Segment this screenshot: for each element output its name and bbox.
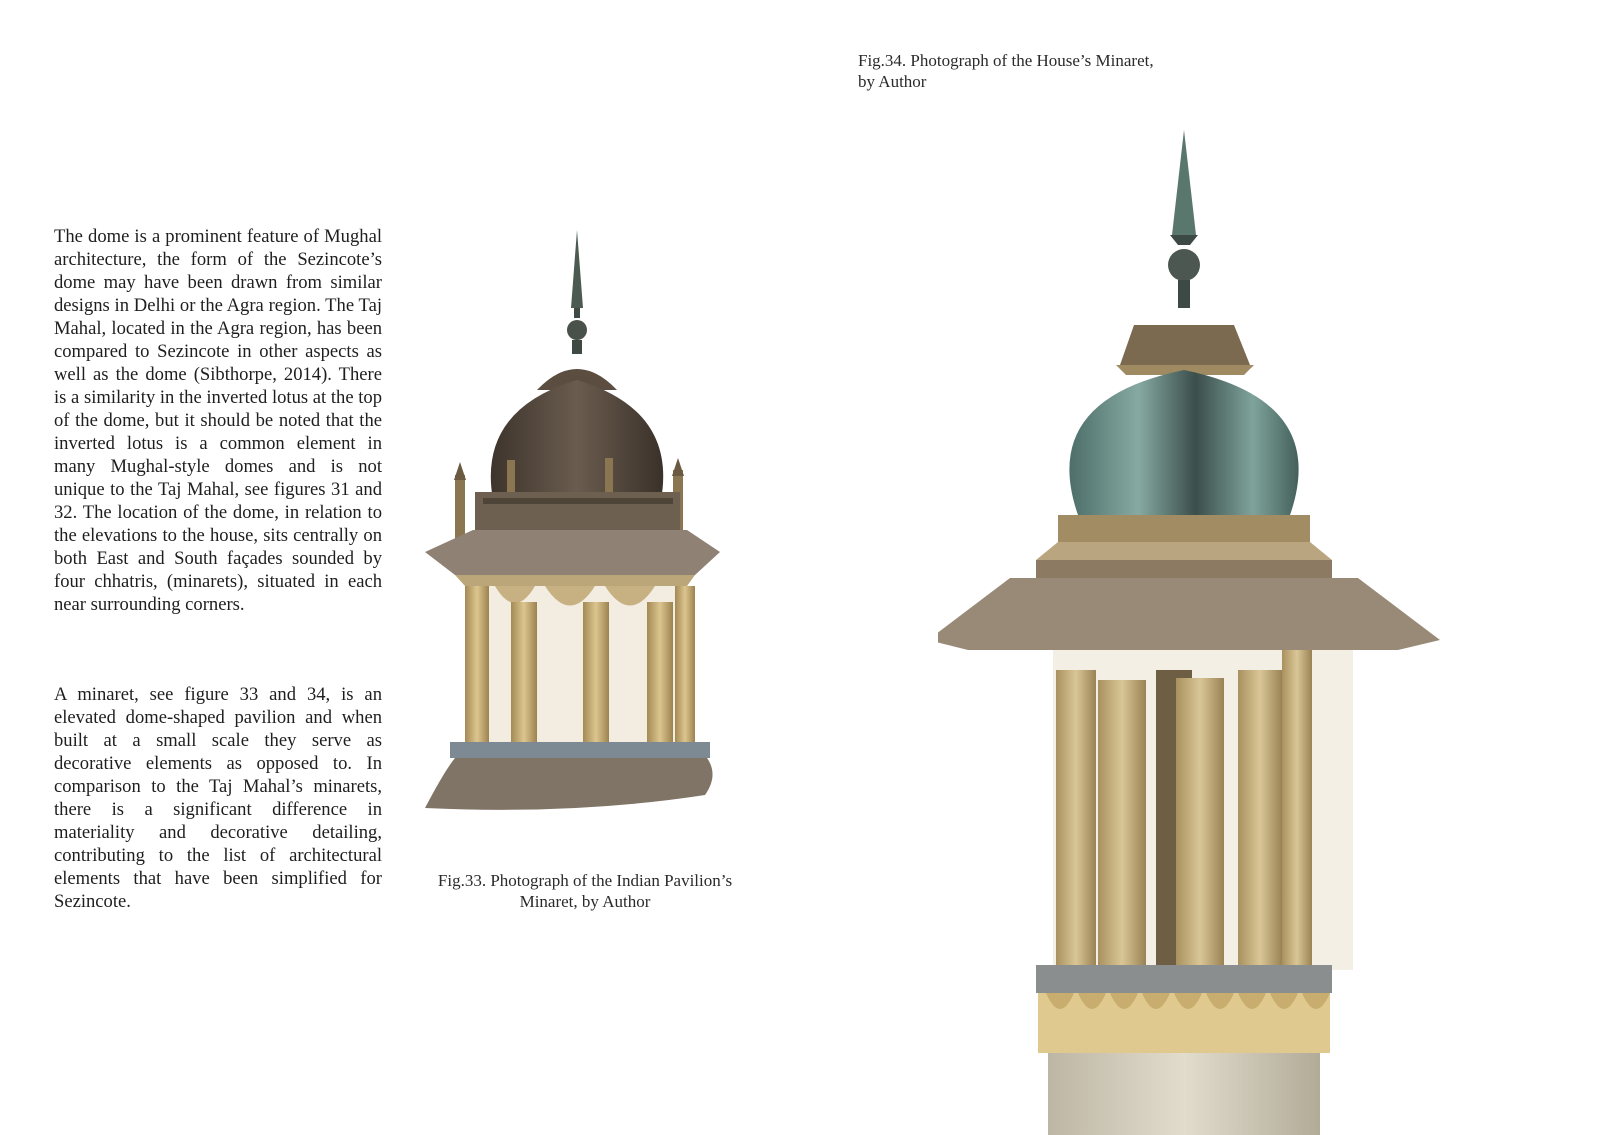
figure-34-caption-line1: Fig.34. Photograph of the House’s Minaret, bbox=[858, 51, 1154, 70]
figure-33-caption-line2: Minaret, by Author bbox=[519, 892, 651, 911]
figure-33-caption bbox=[412, 870, 758, 912]
body-paragraph-dome: The dome is a prominent feature of Mughal architecture, the form of the Sezincote’s dome may have been drawn from similar designs in Delhi or the Agra region. The Taj Mahal, located in the Agra region, has been compared to Sezincote in other aspects as well as the dome (Sibthorpe, 2014). There is a similarity in the inverted lotus at the top of the dome, but it should be noted that the inverted lotus is a common element in many Mughal-style domes and is not unique to the Taj Mahal, see figures 31 and 32. The location of the dome, in relation to the elevations to the house, sits centrally on both East and South façades sounded by four chhatris, (minarets), situated in each near surrounding corners. bbox=[54, 226, 382, 615]
figure-33-photo bbox=[425, 230, 735, 830]
figure-34-caption-line2: by Author bbox=[858, 72, 927, 91]
figure-34-photo bbox=[938, 130, 1470, 1135]
figure-34-caption bbox=[858, 50, 1218, 92]
body-paragraph-minaret: A minaret, see figure 33 and 34, is an elevated dome-shaped pavilion and when built at a small scale they serve as decorative elements as opposed to. In comparison to the Taj Mahal’s minarets, there is a significant difference in materiality and decorative detailing, contributing to the list of architectural elements that have been simplified for Sezincote. bbox=[54, 684, 382, 912]
figure-33-caption-line1: Fig.33. Photograph of the Indian Pavilion’s bbox=[437, 871, 733, 890]
